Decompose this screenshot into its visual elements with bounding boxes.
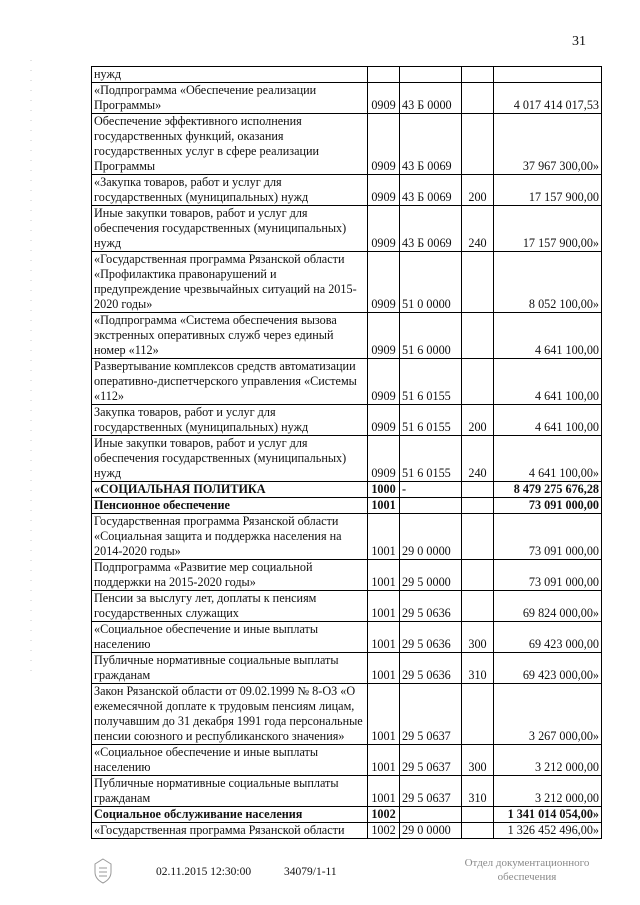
cell-amount: 69 423 000,00» (494, 653, 602, 684)
cell-expense-type (462, 498, 494, 514)
cell-expense-type: 200 (462, 405, 494, 436)
cell-target-article: 29 5 0636 (400, 653, 462, 684)
cell-name: «Социальное обеспечение и иные выплаты населению (92, 622, 368, 653)
cell-name: «СОЦИАЛЬНАЯ ПОЛИТИКА (92, 482, 368, 498)
cell-target-article: 43 Б 0069 (400, 206, 462, 252)
budget-table (91, 66, 602, 839)
table-row (92, 745, 602, 776)
cell-target-article: 29 5 0637 (400, 684, 462, 745)
table-row (92, 622, 602, 653)
cell-expense-type: 300 (462, 622, 494, 653)
table-row (92, 653, 602, 684)
cell-target-article: 29 5 0636 (400, 591, 462, 622)
cell-target-article: 29 5 0637 (400, 745, 462, 776)
cell-amount: 4 641 100,00» (494, 436, 602, 482)
cell-amount: 1 326 452 496,00» (494, 823, 602, 839)
table-row (92, 591, 602, 622)
cell-name: Государственная программа Рязанской области «Социальная защита и поддержка населения на 2014-2020 годы» (92, 514, 368, 560)
cell-expense-type (462, 482, 494, 498)
cell-name: «Государственная программа Рязанской области (92, 823, 368, 839)
table-row (92, 252, 602, 313)
cell-section-code: 0909 (368, 252, 400, 313)
cell-target-article: 29 0 0000 (400, 823, 462, 839)
table-row (92, 807, 602, 823)
cell-name: Пенсионное обеспечение (92, 498, 368, 514)
margin-scan-artifact (30, 60, 32, 680)
cell-section-code (368, 67, 400, 83)
cell-target-article: 43 Б 0000 (400, 83, 462, 114)
cell-target-article: 29 0 0000 (400, 514, 462, 560)
cell-section-code: 1001 (368, 653, 400, 684)
cell-name: Подпрограмма «Развитие мер социальной поддержки на 2015-2020 годы» (92, 560, 368, 591)
table-row (92, 684, 602, 745)
cell-target-article: 29 5 0636 (400, 622, 462, 653)
cell-amount: 3 267 000,00» (494, 684, 602, 745)
cell-section-code: 0909 (368, 114, 400, 175)
table-row (92, 482, 602, 498)
budget-table-body (92, 67, 602, 839)
table-row (92, 359, 602, 405)
cell-section-code: 1002 (368, 807, 400, 823)
footer-stamp-line2: обеспечения (497, 871, 557, 883)
cell-amount: 4 017 414 017,53 (494, 83, 602, 114)
cell-amount: 73 091 000,00 (494, 514, 602, 560)
cell-section-code: 1000 (368, 482, 400, 498)
document-logo-icon (92, 858, 114, 889)
cell-target-article: 29 5 0000 (400, 560, 462, 591)
table-row (92, 67, 602, 83)
cell-section-code: 1001 (368, 560, 400, 591)
cell-expense-type (462, 684, 494, 745)
cell-target-article: - (400, 482, 462, 498)
cell-amount: 73 091 000,00 (494, 498, 602, 514)
cell-amount: 8 479 275 676,28 (494, 482, 602, 498)
cell-amount: 17 157 900,00» (494, 206, 602, 252)
cell-amount: 73 091 000,00 (494, 560, 602, 591)
footer-stamp (452, 856, 602, 884)
cell-name: Публичные нормативные социальные выплаты гражданам (92, 653, 368, 684)
cell-amount (494, 67, 602, 83)
cell-amount: 4 641 100,00 (494, 359, 602, 405)
cell-expense-type (462, 359, 494, 405)
cell-section-code: 0909 (368, 359, 400, 405)
cell-name: «Закупка товаров, работ и услуг для государственных (муниципальных) нужд (92, 175, 368, 206)
cell-amount: 8 052 100,00» (494, 252, 602, 313)
cell-name: Обеспечение эффективного исполнения государственных функций, оказания государственных услуг в сфере реализации Программы (92, 114, 368, 175)
cell-amount: 1 341 014 054,00» (494, 807, 602, 823)
cell-target-article: 51 6 0155 (400, 405, 462, 436)
cell-target-article (400, 498, 462, 514)
cell-target-article: 51 6 0000 (400, 313, 462, 359)
cell-amount: 69 423 000,00 (494, 622, 602, 653)
cell-section-code: 0909 (368, 436, 400, 482)
cell-section-code: 1001 (368, 498, 400, 514)
cell-name: Иные закупки товаров, работ и услуг для обеспечения государственных (муниципальных) нужд (92, 436, 368, 482)
cell-section-code: 0909 (368, 83, 400, 114)
table-row (92, 405, 602, 436)
cell-name: Социальное обслуживание населения (92, 807, 368, 823)
cell-target-article: 43 Б 0069 (400, 175, 462, 206)
cell-expense-type: 200 (462, 175, 494, 206)
cell-section-code: 0909 (368, 175, 400, 206)
cell-section-code: 0909 (368, 405, 400, 436)
cell-name: «Подпрограмма «Система обеспечения вызова экстренных оперативных служб через единый номер «112» (92, 313, 368, 359)
cell-expense-type: 310 (462, 776, 494, 807)
cell-section-code: 1001 (368, 622, 400, 653)
cell-expense-type (462, 83, 494, 114)
table-row (92, 498, 602, 514)
cell-target-article: 51 6 0155 (400, 359, 462, 405)
cell-expense-type: 240 (462, 436, 494, 482)
cell-section-code: 1002 (368, 823, 400, 839)
cell-expense-type (462, 252, 494, 313)
cell-name: Закупка товаров, работ и услуг для государственных (муниципальных) нужд (92, 405, 368, 436)
cell-target-article: 43 Б 0069 (400, 114, 462, 175)
footer-datetime: 02.11.2015 12:30:00 (156, 866, 252, 878)
cell-section-code: 1001 (368, 514, 400, 560)
cell-name: Публичные нормативные социальные выплаты гражданам (92, 776, 368, 807)
cell-expense-type (462, 114, 494, 175)
cell-name: «Социальное обеспечение и иные выплаты населению (92, 745, 368, 776)
table-row (92, 560, 602, 591)
cell-expense-type: 310 (462, 653, 494, 684)
cell-amount: 3 212 000,00 (494, 745, 602, 776)
table-row (92, 823, 602, 839)
cell-name: Развертывание комплексов средств автоматизации оперативно-диспетчерского управления «Системы «112» (92, 359, 368, 405)
table-row (92, 776, 602, 807)
cell-expense-type (462, 807, 494, 823)
cell-name: Пенсии за выслугу лет, доплаты к пенсиям государственных служащих (92, 591, 368, 622)
cell-section-code: 0909 (368, 313, 400, 359)
cell-expense-type (462, 591, 494, 622)
cell-target-article (400, 67, 462, 83)
table-row (92, 175, 602, 206)
cell-target-article: 29 5 0637 (400, 776, 462, 807)
cell-amount: 69 824 000,00» (494, 591, 602, 622)
cell-section-code: 1001 (368, 591, 400, 622)
cell-target-article (400, 807, 462, 823)
cell-amount: 3 212 000,00 (494, 776, 602, 807)
cell-name: «Подпрограмма «Обеспечение реализации Программы» (92, 83, 368, 114)
cell-name: Иные закупки товаров, работ и услуг для обеспечения государственных (муниципальных) нужд (92, 206, 368, 252)
cell-section-code: 0909 (368, 206, 400, 252)
cell-section-code: 1001 (368, 745, 400, 776)
cell-amount: 17 157 900,00 (494, 175, 602, 206)
cell-section-code: 1001 (368, 776, 400, 807)
table-row (92, 206, 602, 252)
cell-name: нужд (92, 67, 368, 83)
cell-target-article: 51 6 0155 (400, 436, 462, 482)
cell-expense-type (462, 67, 494, 83)
cell-amount: 37 967 300,00» (494, 114, 602, 175)
cell-amount: 4 641 100,00 (494, 405, 602, 436)
cell-expense-type (462, 313, 494, 359)
cell-name: Закон Рязанской области от 09.02.1999 № 8-ОЗ «О ежемесячной доплате к трудовым пенсиям лицам, получавшим до 31 декабря 1991 года персональные пенсии союзного и республиканского значения» (92, 684, 368, 745)
cell-name: «Государственная программа Рязанской области «Профилактика правонарушений и предупреждение чрезвычайных ситуаций на 2015-2020 годы» (92, 252, 368, 313)
footer-document-number: 34079/1-11 (284, 866, 337, 878)
cell-amount: 4 641 100,00 (494, 313, 602, 359)
table-row (92, 514, 602, 560)
cell-expense-type: 300 (462, 745, 494, 776)
cell-expense-type (462, 560, 494, 591)
table-row (92, 114, 602, 175)
cell-target-article: 51 0 0000 (400, 252, 462, 313)
cell-expense-type (462, 514, 494, 560)
cell-section-code: 1001 (368, 684, 400, 745)
table-row (92, 436, 602, 482)
page-number: 31 (572, 34, 586, 49)
cell-expense-type: 240 (462, 206, 494, 252)
footer-stamp-line1: Отдел документационного (464, 857, 590, 869)
cell-expense-type (462, 823, 494, 839)
table-row (92, 313, 602, 359)
table-row (92, 83, 602, 114)
